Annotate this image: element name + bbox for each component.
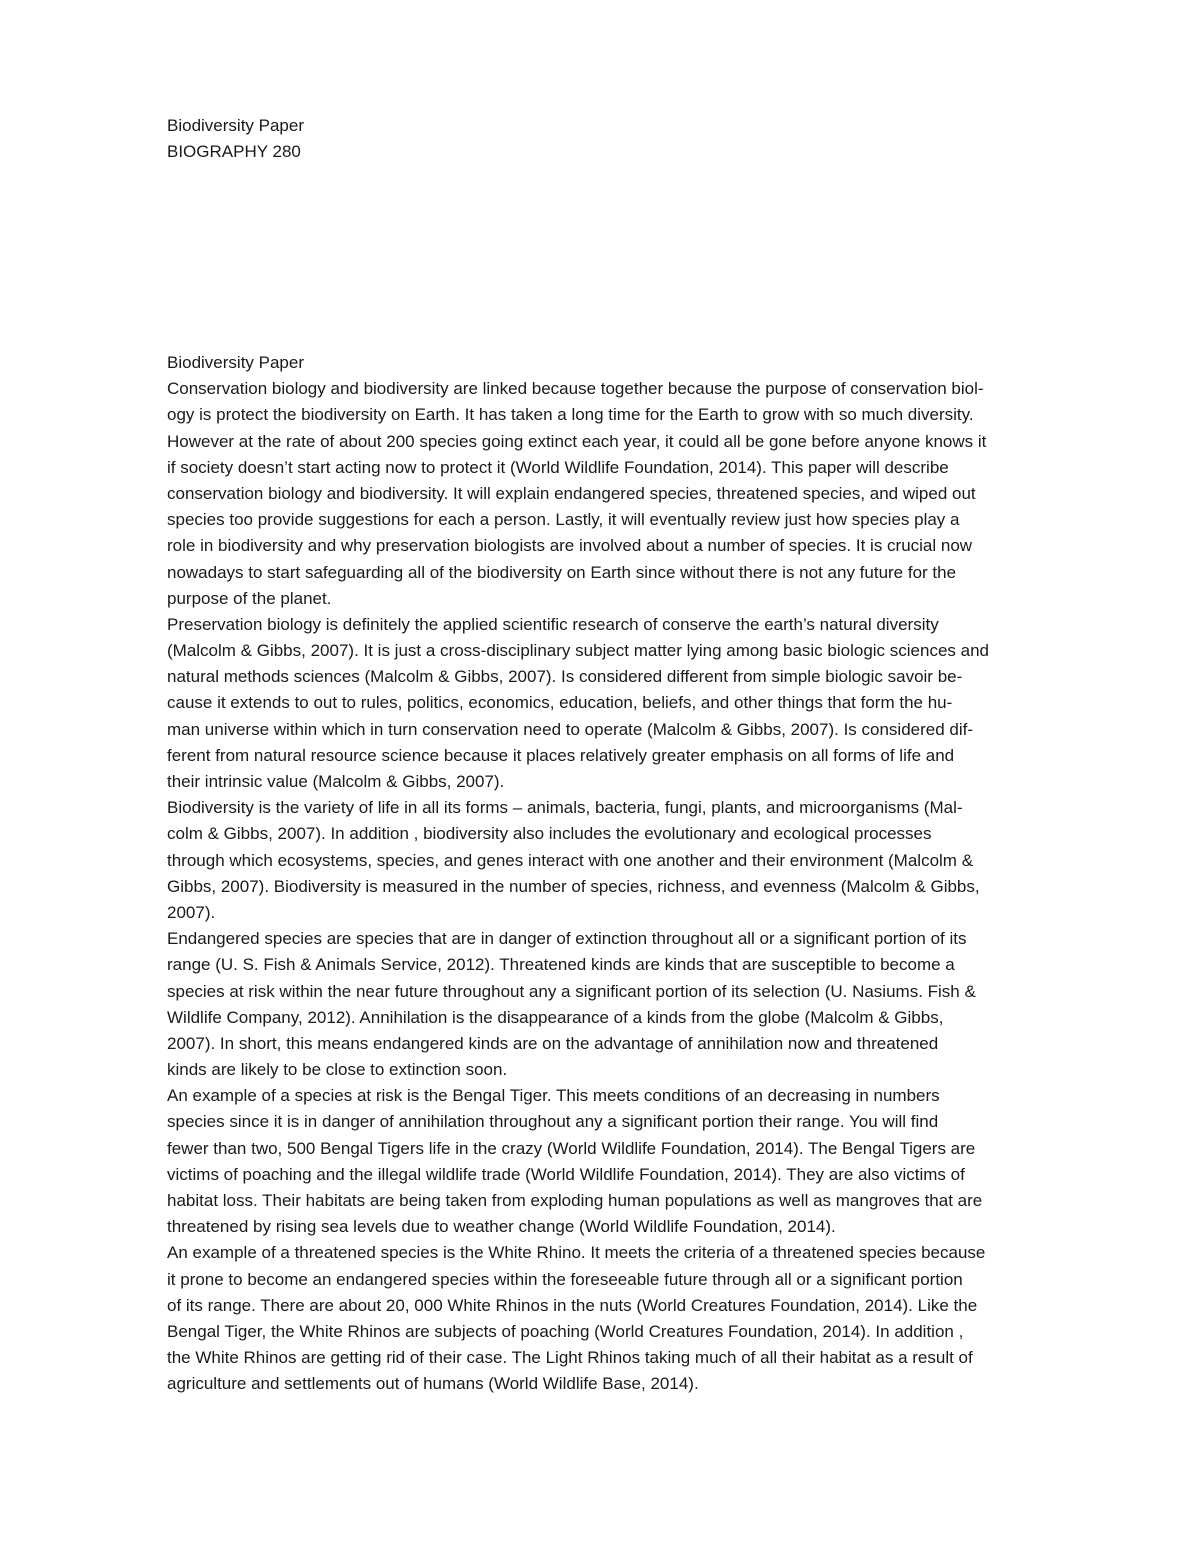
body-line: cause it extends to out to rules, politics, economics, education, beliefs, and other things that form the hu- [167, 693, 953, 713]
body-line: fewer than two, 500 Bengal Tigers life in the crazy (World Wildlife Foundation, 2014). The Bengal Tigers are [167, 1138, 976, 1158]
body-line: However at the rate of about 200 species going extinct each year, it could all be gone before anyone knows it [167, 431, 987, 451]
body-line: victims of poaching and the illegal wildlife trade (World Wildlife Foundation, 2014). They are also victims of [167, 1164, 965, 1184]
body-line: kinds are likely to be close to extinction soon. [167, 1060, 508, 1080]
body-line: species too provide suggestions for each a person. Lastly, it will eventually review just how species play a [167, 510, 960, 530]
course-label: BIOGRAPHY 280 [167, 142, 301, 161]
body-line: (Malcolm & Gibbs, 2007). It is just a cross-disciplinary subject matter lying among basic biologic sciences and [167, 641, 990, 661]
document-header [167, 113, 1067, 165]
body-line: Biodiversity is the variety of life in all its forms – animals, bacteria, fungi, plants, and microorganisms (Mal- [167, 798, 963, 818]
body-line: agriculture and settlements out of humans (World Wildlife Base, 2014). [167, 1374, 699, 1394]
body-line: role in biodiversity and why preservation biologists are involved about a number of species. It is crucial now [167, 536, 973, 556]
body-line: if society doesn’t start acting now to protect it (World Wildlife Foundation, 2014). This paper will describe [167, 457, 949, 477]
body-line: of its range. There are about 20, 000 White Rhinos in the nuts (World Creatures Foundation, 2014). Like the [167, 1295, 978, 1315]
body-line: 2007). [167, 902, 216, 922]
body-line: ogy is protect the biodiversity on Earth. It has taken a long time for the Earth to grow with so much diversity. [167, 405, 974, 425]
body-line: habitat loss. Their habitats are being taken from exploding human populations as well as mangroves that are [167, 1191, 983, 1210]
body-heading: Biodiversity Paper [167, 353, 305, 372]
body-line: Preservation biology is definitely the applied scientific research of conserve the earth’s natural diversity [167, 614, 939, 634]
document-title: Biodiversity Paper [167, 116, 305, 135]
body-line: 2007). In short, this means endangered kinds are on the advantage of annihilation now and threatened [167, 1033, 939, 1053]
body-line: conservation biology and biodiversity. It will explain endangered species, threatened species, and wiped out [167, 483, 976, 503]
body-line: range (U. S. Fish & Animals Service, 2012). Threatened kinds are kinds that are susceptible to become a [167, 955, 955, 975]
body-line: Gibbs, 2007). Biodiversity is measured in the number of species, richness, and evenness (Malcolm & Gibbs, [167, 876, 980, 896]
body-line: nowadays to start safeguarding all of the biodiversity on Earth since without there is not any future for the [167, 562, 957, 582]
body-line: threatened by rising sea levels due to weather change (World Wildlife Foundation, 2014). [167, 1217, 836, 1237]
body-line: purpose of the planet. [167, 588, 332, 608]
body-line: through which ecosystems, species, and genes interact with one another and their environment (Malcolm & [167, 850, 974, 870]
body-line: Endangered species are species that are in danger of extinction throughout all or a significant portion of its [167, 929, 967, 949]
body-line: species since it is in danger of annihilation throughout any a significant portion their range. You will find [167, 1112, 939, 1132]
body-line: it prone to become an endangered species within the foreseeable future through all or a significant portion [167, 1269, 963, 1289]
body-line: An example of a threatened species is the White Rhino. It meets the criteria of a threatened species because [167, 1243, 986, 1263]
body-line: man universe within which in turn conservation need to operate (Malcolm & Gibbs, 2007). Is considered dif- [167, 719, 974, 739]
body-line: ferent from natural resource science because it places relatively greater emphasis on all forms of life and [167, 745, 955, 765]
body-line: An example of a species at risk is the Bengal Tiger. This meets conditions of an decreasing in numbers [167, 1086, 940, 1106]
body-line: Wildlife Company, 2012). Annihilation is the disappearance of a kinds from the globe (Malcolm & Gibbs, [167, 1007, 944, 1027]
body-line: Bengal Tiger, the White Rhinos are subjects of poaching (World Creatures Foundation, 2014). In addition , [167, 1321, 964, 1341]
body-line: the White Rhinos are getting rid of their case. The Light Rhinos taking much of all their habitat as a result of [167, 1348, 973, 1368]
document-body [167, 350, 1047, 1398]
body-line: species at risk within the near future throughout any a significant portion of its selection (U. Nasiums. Fish & [167, 981, 976, 1001]
body-line: colm & Gibbs, 2007). In addition , biodiversity also includes the evolutionary and ecological processes [167, 824, 932, 844]
body-line: their intrinsic value (Malcolm & Gibbs, 2007). [167, 772, 505, 791]
body-line: natural methods sciences (Malcolm & Gibbs, 2007). Is considered different from simple biologic savoir be- [167, 667, 963, 687]
body-line: Conservation biology and biodiversity are linked because together because the purpose of conservation biol- [167, 379, 984, 399]
